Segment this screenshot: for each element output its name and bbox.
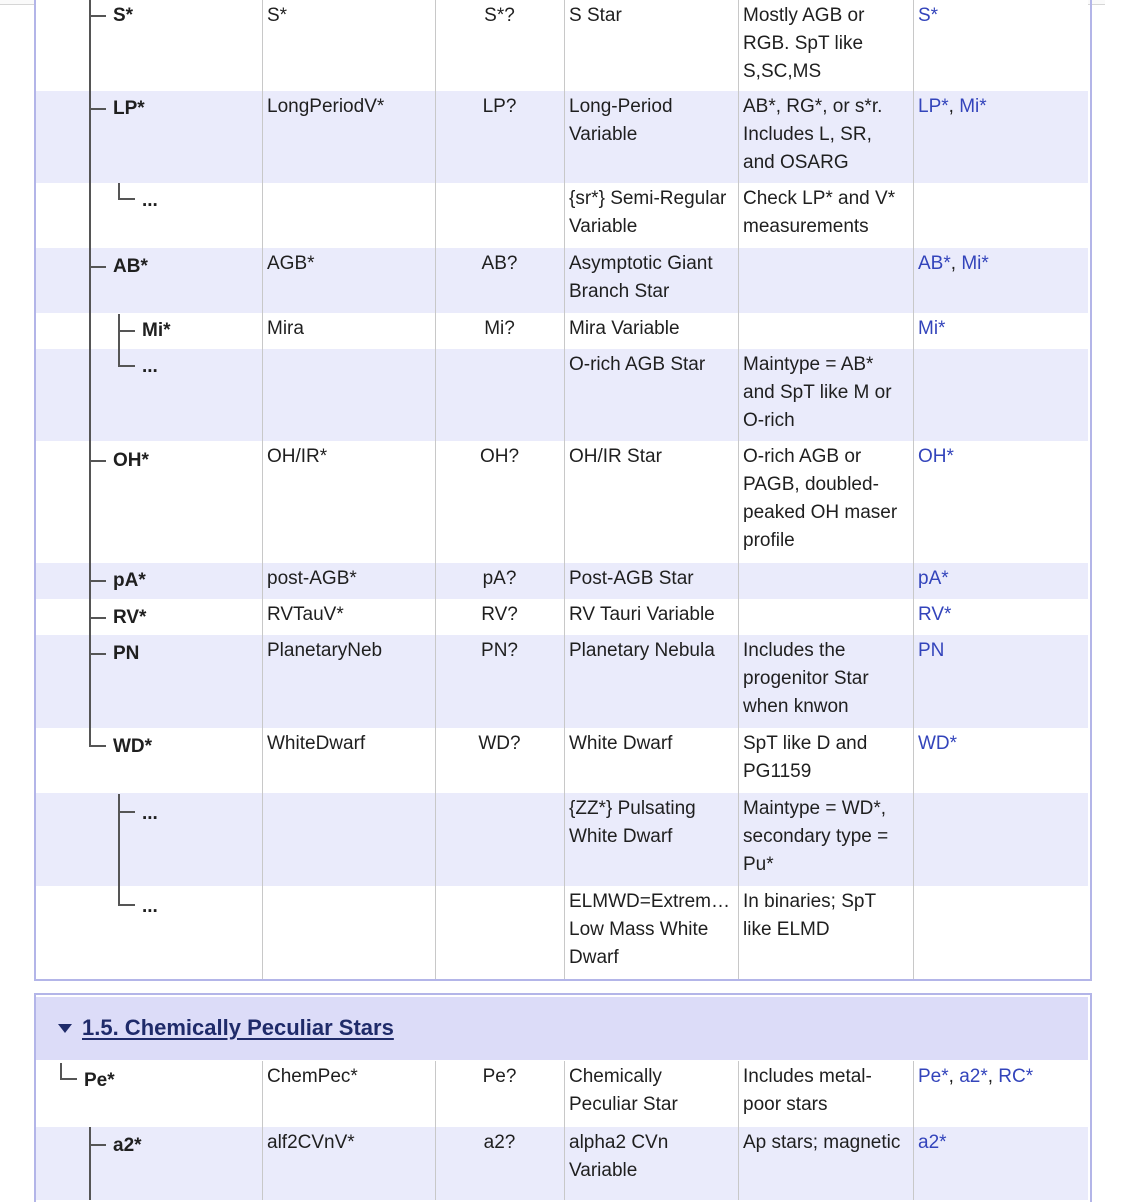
table-row [36, 349, 1088, 441]
remark-cell: Ap stars; magnetic [743, 1132, 901, 1153]
remark-cell: Includes the progenitor Star when knwon [743, 640, 869, 717]
type-link[interactable]: pA* [918, 568, 949, 589]
candidate-code-cell: Pe? [482, 1066, 517, 1087]
object-code-label[interactable]: ... [142, 190, 158, 211]
candidate-code-cell: OH? [479, 446, 520, 467]
remark-cell: Includes metal- poor stars [743, 1066, 872, 1115]
candidate-code-cell: S*? [484, 5, 515, 26]
tree-connector [118, 198, 135, 200]
section-title[interactable]: 1.5. Chemically Peculiar Stars [82, 1015, 394, 1040]
column-separator [435, 0, 436, 979]
tree-connector [89, 0, 91, 746]
column-separator [738, 0, 739, 979]
link-separator: , [987, 1066, 999, 1087]
basic-name-cell: WhiteDwarf [267, 733, 366, 754]
basic-name-cell: OH/IR* [267, 446, 328, 467]
description-cell: Post-AGB Star [569, 568, 694, 589]
column-separator [913, 0, 914, 979]
related-links-cell [918, 315, 1086, 343]
basic-name-cell: RVTauV* [267, 604, 344, 625]
remark-cell: Check LP* and V* measurements [743, 188, 896, 237]
object-code-label[interactable]: WD* [113, 736, 153, 757]
description-cell: Chemically Peculiar Star [569, 1066, 678, 1115]
tree-connector [89, 266, 106, 268]
table-row [36, 886, 1088, 979]
related-links-cell [918, 2, 1086, 30]
related-links-cell [918, 443, 1086, 471]
type-link[interactable]: Mi* [918, 318, 946, 339]
object-code-label[interactable]: Pe* [84, 1070, 115, 1091]
related-links-cell [918, 601, 1086, 629]
table-row [36, 1061, 1088, 1127]
remark-cell: O-rich AGB or PAGB, doubled- peaked OH maser profile [743, 446, 898, 551]
tree-connector [118, 365, 135, 367]
object-code-label[interactable]: ... [142, 896, 158, 917]
column-separator [435, 1061, 436, 1200]
remark-cell: In binaries; SpT like ELMD [743, 891, 877, 940]
candidate-code-cell: a2? [483, 1132, 516, 1153]
candidate-code-cell: RV? [481, 604, 518, 625]
type-link[interactable]: RC* [998, 1066, 1034, 1087]
related-links-cell [918, 730, 1086, 758]
type-link[interactable]: a2* [959, 1066, 988, 1087]
table-row [36, 441, 1088, 563]
related-links-cell [918, 637, 1086, 665]
description-cell: ELMWD=Extrem… Low Mass White Dwarf [569, 891, 730, 968]
object-code-label[interactable]: RV* [113, 607, 147, 628]
type-link[interactable]: PN [918, 640, 945, 661]
description-cell: {sr*} Semi-Regular Variable [569, 188, 727, 237]
tree-connector [89, 617, 106, 619]
description-cell: alpha2 CVn Variable [569, 1132, 669, 1181]
description-cell: OH/IR Star [569, 446, 662, 467]
basic-name-cell: S* [267, 5, 288, 26]
table-row [36, 91, 1088, 183]
tree-connector [89, 108, 106, 110]
remark-cell: Mostly AGB or RGB. SpT like S,SC,MS [743, 5, 865, 82]
table-row [36, 0, 1088, 91]
object-code-label[interactable]: S* [113, 5, 134, 26]
description-cell: O-rich AGB Star [569, 354, 706, 375]
basic-name-cell: PlanetaryNeb [267, 640, 383, 661]
link-separator: , [950, 253, 962, 274]
column-separator [564, 0, 565, 979]
tree-connector [89, 1127, 91, 1200]
tree-connector [89, 653, 106, 655]
description-cell: Planetary Nebula [569, 640, 715, 661]
type-link[interactable]: Pe* [918, 1066, 949, 1087]
type-link[interactable]: LP* [918, 96, 949, 117]
candidate-code-cell: LP? [482, 96, 517, 117]
tree-connector [89, 580, 106, 582]
description-cell: {ZZ*} Pulsating White Dwarf [569, 798, 696, 847]
related-links-cell [918, 93, 1086, 121]
tree-connector [89, 1144, 106, 1146]
basic-name-cell: Mira [267, 318, 304, 339]
basic-name-cell: AGB* [267, 253, 315, 274]
link-separator: , [948, 1066, 960, 1087]
related-links-cell [918, 250, 1086, 278]
description-cell: White Dwarf [569, 733, 673, 754]
type-link[interactable]: OH* [918, 446, 954, 467]
tree-connector [89, 745, 106, 747]
object-code-label[interactable]: pA* [113, 570, 146, 591]
object-code-label[interactable]: ... [142, 356, 158, 377]
column-separator [913, 1061, 914, 1200]
tree-connector [118, 330, 135, 332]
object-code-label[interactable]: LP* [113, 98, 145, 119]
related-links-cell [918, 565, 1086, 593]
candidate-code-cell: Mi? [484, 318, 515, 339]
remark-cell: Maintype = AB* and SpT like M or O-rich [743, 354, 892, 431]
table-row [36, 599, 1088, 635]
related-links-cell [918, 1063, 1086, 1091]
remark-cell: Maintype = WD*, secondary type = Pu* [743, 798, 889, 875]
candidate-code-cell: pA? [482, 568, 517, 589]
basic-name-cell: LongPeriodV* [267, 96, 385, 117]
basic-name-cell: post-AGB* [267, 568, 357, 589]
tree-connector [89, 15, 106, 17]
type-link[interactable]: WD* [918, 733, 958, 754]
remark-cell: AB*, RG*, or s*r. Includes L, SR, and OSARG [743, 96, 883, 173]
table-row [36, 793, 1088, 886]
object-code-label[interactable]: Mi* [142, 320, 171, 341]
column-separator [262, 0, 263, 979]
object-code-label[interactable]: a2* [113, 1135, 142, 1156]
remark-cell: SpT like D and PG1159 [743, 733, 868, 782]
table-row [36, 635, 1088, 728]
table-row [36, 248, 1088, 313]
description-cell: Mira Variable [569, 318, 680, 339]
tree-connector [118, 904, 135, 906]
link-separator: , [948, 96, 960, 117]
object-code-label[interactable]: OH* [113, 450, 149, 471]
table-row [36, 183, 1088, 248]
column-separator [262, 1061, 263, 1200]
description-cell: Long-Period Variable [569, 96, 673, 145]
object-code-label[interactable]: AB* [113, 256, 148, 277]
tree-connector [118, 314, 120, 367]
column-separator [564, 1061, 565, 1200]
column-separator [738, 1061, 739, 1200]
type-link[interactable]: RV* [918, 604, 952, 625]
tree-connector [60, 1078, 77, 1080]
type-link[interactable]: a2* [918, 1132, 947, 1153]
basic-name-cell: alf2CVnV* [267, 1132, 355, 1153]
type-link[interactable]: S* [918, 5, 939, 26]
table-row [36, 728, 1088, 793]
tree-connector [89, 460, 106, 462]
tree-connector [118, 811, 135, 813]
type-link[interactable]: AB* [918, 253, 951, 274]
collapse-caret-icon[interactable] [58, 1024, 72, 1033]
table-row [36, 1127, 1088, 1200]
object-code-label[interactable]: PN [113, 643, 140, 664]
type-link[interactable]: Mi* [959, 96, 987, 117]
candidate-code-cell: AB? [481, 253, 518, 274]
table-row [36, 563, 1088, 599]
type-link[interactable]: Mi* [961, 253, 989, 274]
candidate-code-cell: PN? [481, 640, 518, 661]
table-row [36, 313, 1088, 349]
candidate-code-cell: WD? [478, 733, 521, 754]
description-cell: Asymptotic Giant Branch Star [569, 253, 713, 302]
description-cell: S Star [569, 5, 622, 26]
basic-name-cell: ChemPec* [267, 1066, 358, 1087]
description-cell: RV Tauri Variable [569, 604, 715, 625]
related-links-cell [918, 1129, 1086, 1157]
object-code-label[interactable]: ... [142, 803, 158, 824]
